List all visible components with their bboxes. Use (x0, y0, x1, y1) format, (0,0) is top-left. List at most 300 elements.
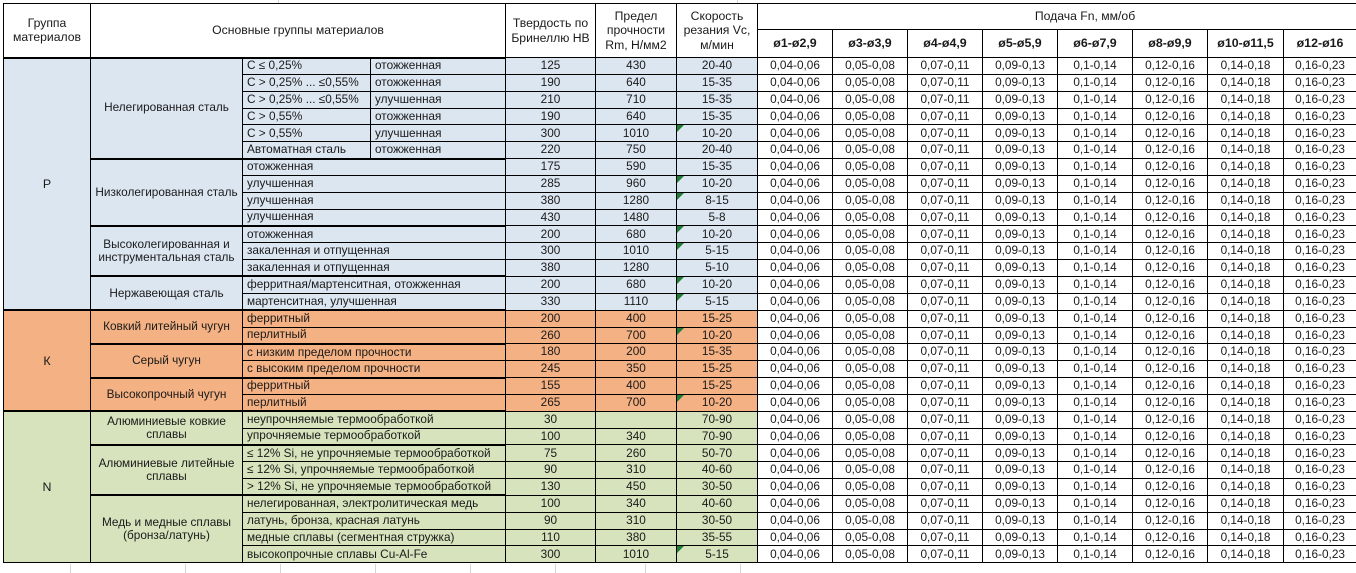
feed-value: 0,14-0,18 (1208, 445, 1284, 462)
feed-value: 0,04-0,06 (758, 175, 833, 192)
feed-value: 0,09-0,13 (983, 159, 1058, 176)
material-state: нелегированная, электролитическая медь (243, 495, 506, 512)
feed-value: 0,09-0,13 (983, 394, 1058, 411)
feed-value: 0,1-0,14 (1058, 327, 1133, 344)
feed-value: 0,16-0,23 (1284, 142, 1356, 159)
feed-value: 0,09-0,13 (983, 462, 1058, 479)
header-strength-rm: Предел прочности Rm, Н/мм2 (596, 4, 677, 58)
feed-value: 0,12-0,16 (1133, 361, 1208, 378)
feed-value: 0,04-0,06 (758, 361, 833, 378)
feed-value: 0,16-0,23 (1284, 276, 1356, 293)
hardness-hb-value: 75 (506, 445, 596, 462)
feed-value: 0,1-0,14 (1058, 462, 1133, 479)
cutting-speed-vc-value: 15-35 (677, 74, 758, 91)
strength-rm-value: 680 (596, 276, 677, 293)
table-body (4, 58, 1356, 563)
feed-value: 0,14-0,18 (1208, 260, 1284, 277)
cutting-speed-vc-value: 10-20 (677, 175, 758, 192)
feed-value: 0,09-0,13 (983, 293, 1058, 310)
feed-value: 0,05-0,08 (833, 159, 908, 176)
feed-value: 0,07-0,11 (908, 378, 983, 395)
feed-value: 0,1-0,14 (1058, 479, 1133, 496)
feed-value: 0,09-0,13 (983, 428, 1058, 445)
feed-value: 0,12-0,16 (1133, 125, 1208, 142)
sheet-gridline (555, 564, 556, 573)
feed-value: 0,1-0,14 (1058, 344, 1133, 361)
feed-value: 0,14-0,18 (1208, 310, 1284, 327)
material-composition: C > 0,55% (243, 125, 371, 142)
feed-value: 0,07-0,11 (908, 462, 983, 479)
feed-value: 0,12-0,16 (1133, 226, 1208, 243)
feed-value: 0,1-0,14 (1058, 310, 1133, 327)
hardness-hb-value: 285 (506, 175, 596, 192)
material-composition: C > 0,55% (243, 108, 371, 125)
feed-value: 0,12-0,16 (1133, 512, 1208, 529)
feed-value: 0,12-0,16 (1133, 108, 1208, 125)
feed-value: 0,04-0,06 (758, 512, 833, 529)
table-row (4, 310, 1356, 327)
feed-value: 0,05-0,08 (833, 142, 908, 159)
material-state: отожженная (371, 58, 506, 75)
feed-value: 0,04-0,06 (758, 108, 833, 125)
cell-error-indicator-icon (677, 328, 684, 335)
strength-rm-value: 200 (596, 344, 677, 361)
feed-value: 0,1-0,14 (1058, 226, 1133, 243)
feed-value: 0,14-0,18 (1208, 58, 1284, 75)
feed-value: 0,05-0,08 (833, 394, 908, 411)
strength-rm-value: 750 (596, 142, 677, 159)
hardness-hb-value: 190 (506, 108, 596, 125)
feed-value: 0,16-0,23 (1284, 243, 1356, 260)
feed-value: 0,16-0,23 (1284, 394, 1356, 411)
feed-value: 0,16-0,23 (1284, 310, 1356, 327)
feed-value: 0,07-0,11 (908, 175, 983, 192)
material-group-name: Алюминиевые ковкие сплавы (91, 411, 243, 445)
feed-value: 0,04-0,06 (758, 209, 833, 226)
feed-value: 0,07-0,11 (908, 192, 983, 209)
header-diameter-range: ø12-ø16 (1284, 30, 1356, 58)
table-row (4, 276, 1356, 293)
strength-rm-value: 710 (596, 91, 677, 108)
material-state: отожженная (243, 226, 506, 243)
feed-value: 0,16-0,23 (1284, 108, 1356, 125)
feed-value: 0,1-0,14 (1058, 125, 1133, 142)
material-state: перлитный (243, 327, 506, 344)
feed-value: 0,09-0,13 (983, 361, 1058, 378)
header-diameter-range: ø4-ø4,9 (908, 30, 983, 58)
group-letter: P (4, 58, 91, 311)
feed-value: 0,07-0,11 (908, 209, 983, 226)
feed-value: 0,14-0,18 (1208, 495, 1284, 512)
feed-value: 0,16-0,23 (1284, 378, 1356, 395)
feed-value: 0,09-0,13 (983, 495, 1058, 512)
table-row (4, 58, 1356, 75)
feed-value: 0,1-0,14 (1058, 361, 1133, 378)
feed-value: 0,14-0,18 (1208, 125, 1284, 142)
material-state: улучшенная (243, 209, 506, 226)
feed-value: 0,12-0,16 (1133, 293, 1208, 310)
feed-value: 0,05-0,08 (833, 495, 908, 512)
material-composition: Автоматная сталь (243, 142, 371, 159)
feed-value: 0,05-0,08 (833, 108, 908, 125)
feed-value: 0,09-0,13 (983, 243, 1058, 260)
material-state: ферритный (243, 310, 506, 327)
feed-value: 0,12-0,16 (1133, 546, 1208, 563)
hardness-hb-value: 30 (506, 411, 596, 428)
material-state: отожженная (371, 74, 506, 91)
strength-rm-value: 1280 (596, 192, 677, 209)
feed-value: 0,1-0,14 (1058, 529, 1133, 546)
feed-value: 0,09-0,13 (983, 58, 1058, 75)
hardness-hb-value: 245 (506, 361, 596, 378)
material-state: перлитный (243, 394, 506, 411)
hardness-hb-value: 265 (506, 394, 596, 411)
feed-value: 0,05-0,08 (833, 512, 908, 529)
feed-value: 0,05-0,08 (833, 58, 908, 75)
feed-value: 0,16-0,23 (1284, 74, 1356, 91)
material-state: улучшенная (243, 192, 506, 209)
feed-value: 0,12-0,16 (1133, 378, 1208, 395)
feed-value: 0,04-0,06 (758, 91, 833, 108)
feed-value: 0,05-0,08 (833, 327, 908, 344)
feed-value: 0,1-0,14 (1058, 209, 1133, 226)
feed-value: 0,14-0,18 (1208, 293, 1284, 310)
material-composition: C > 0,25% ... ≤0,55% (243, 74, 371, 91)
cutting-speed-vc-value: 15-35 (677, 344, 758, 361)
cutting-speed-vc-value: 15-25 (677, 361, 758, 378)
cell-error-indicator-icon (677, 125, 684, 132)
strength-rm-value: 680 (596, 226, 677, 243)
feed-value: 0,04-0,06 (758, 310, 833, 327)
feed-value: 0,12-0,16 (1133, 91, 1208, 108)
feed-value: 0,04-0,06 (758, 411, 833, 428)
feed-value: 0,04-0,06 (758, 192, 833, 209)
feed-value: 0,05-0,08 (833, 428, 908, 445)
feed-value: 0,05-0,08 (833, 260, 908, 277)
feed-value: 0,07-0,11 (908, 276, 983, 293)
feed-value: 0,07-0,11 (908, 159, 983, 176)
feed-value: 0,09-0,13 (983, 226, 1058, 243)
feed-value: 0,04-0,06 (758, 243, 833, 260)
header-hardness-hb: Твердость по Бринеллю HB (506, 4, 596, 58)
feed-value: 0,16-0,23 (1284, 226, 1356, 243)
feed-value: 0,1-0,14 (1058, 495, 1133, 512)
feed-value: 0,16-0,23 (1284, 361, 1356, 378)
feed-value: 0,07-0,11 (908, 546, 983, 563)
material-state: с низким пределом прочности (243, 344, 506, 361)
hardness-hb-value: 220 (506, 142, 596, 159)
header-feed-title: Подача Fn, мм/об (758, 4, 1356, 30)
feed-value: 0,07-0,11 (908, 108, 983, 125)
feed-value: 0,12-0,16 (1133, 445, 1208, 462)
feed-value: 0,16-0,23 (1284, 344, 1356, 361)
feed-value: 0,16-0,23 (1284, 495, 1356, 512)
cell-error-indicator-icon (677, 226, 684, 233)
feed-value: 0,09-0,13 (983, 546, 1058, 563)
feed-value: 0,09-0,13 (983, 91, 1058, 108)
feed-value: 0,04-0,06 (758, 479, 833, 496)
feed-value: 0,09-0,13 (983, 74, 1058, 91)
material-group-name: Высокопрочный чугун (91, 378, 243, 412)
group-letter: N (4, 411, 91, 563)
feed-value: 0,05-0,08 (833, 445, 908, 462)
cutting-speed-vc-value: 30-50 (677, 512, 758, 529)
cutting-speed-vc-value: 5-8 (677, 209, 758, 226)
feed-value: 0,09-0,13 (983, 192, 1058, 209)
cutting-speed-vc-value: 5-10 (677, 260, 758, 277)
header-diameter-range: ø5-ø5,9 (983, 30, 1058, 58)
table-header (4, 4, 1356, 58)
strength-rm-value: 350 (596, 361, 677, 378)
feed-value: 0,09-0,13 (983, 512, 1058, 529)
feed-value: 0,05-0,08 (833, 74, 908, 91)
material-state: > 12% Si, не упрочняемые термообработкой (243, 479, 506, 496)
strength-rm-value: 700 (596, 394, 677, 411)
sheet-gridline (280, 564, 281, 573)
cell-error-indicator-icon (677, 294, 684, 301)
feed-value: 0,07-0,11 (908, 327, 983, 344)
header-row-top (4, 4, 1356, 30)
feed-value: 0,09-0,13 (983, 344, 1058, 361)
strength-rm-value: 400 (596, 310, 677, 327)
table-row (4, 378, 1356, 395)
strength-rm-value: 590 (596, 159, 677, 176)
sheet-gridline (740, 564, 741, 573)
hardness-hb-value: 155 (506, 378, 596, 395)
feed-value: 0,04-0,06 (758, 394, 833, 411)
material-state: упрочняемые термообработкой (243, 428, 506, 445)
header-diameter-range: ø10-ø11,5 (1208, 30, 1284, 58)
material-state: с высоким пределом прочности (243, 361, 506, 378)
feed-value: 0,05-0,08 (833, 276, 908, 293)
feed-value: 0,12-0,16 (1133, 159, 1208, 176)
feed-value: 0,1-0,14 (1058, 428, 1133, 445)
feed-value: 0,16-0,23 (1284, 529, 1356, 546)
feed-value: 0,05-0,08 (833, 209, 908, 226)
sheet-gridline (185, 564, 186, 573)
feed-value: 0,05-0,08 (833, 462, 908, 479)
feed-value: 0,05-0,08 (833, 175, 908, 192)
feed-value: 0,14-0,18 (1208, 108, 1284, 125)
cutting-speed-vc-value: 20-40 (677, 58, 758, 75)
feed-value: 0,1-0,14 (1058, 411, 1133, 428)
feed-value: 0,04-0,06 (758, 142, 833, 159)
feed-value: 0,07-0,11 (908, 479, 983, 496)
feed-value: 0,09-0,13 (983, 445, 1058, 462)
strength-rm-value: 310 (596, 512, 677, 529)
feed-value: 0,1-0,14 (1058, 74, 1133, 91)
strength-rm-value: 340 (596, 428, 677, 445)
feed-value: 0,07-0,11 (908, 495, 983, 512)
cell-error-indicator-icon (677, 193, 684, 200)
hardness-hb-value: 200 (506, 226, 596, 243)
cutting-speed-vc-value: 20-40 (677, 142, 758, 159)
feed-value: 0,14-0,18 (1208, 361, 1284, 378)
feed-value: 0,07-0,11 (908, 260, 983, 277)
feed-value: 0,14-0,18 (1208, 192, 1284, 209)
feed-value: 0,16-0,23 (1284, 192, 1356, 209)
material-composition: C > 0,25% ... ≤0,55% (243, 91, 371, 108)
feed-value: 0,16-0,23 (1284, 209, 1356, 226)
hardness-hb-value: 190 (506, 74, 596, 91)
sheet-gridline (70, 564, 71, 573)
feed-value: 0,1-0,14 (1058, 378, 1133, 395)
material-state: ≤ 12% Si, не упрочняемые термообработкой (243, 445, 506, 462)
feed-value: 0,14-0,18 (1208, 512, 1284, 529)
material-state: отожженная (371, 142, 506, 159)
feed-value: 0,12-0,16 (1133, 260, 1208, 277)
material-group-name: Нержавеющая сталь (91, 276, 243, 310)
feed-value: 0,07-0,11 (908, 125, 983, 142)
feed-value: 0,16-0,23 (1284, 512, 1356, 529)
feed-value: 0,05-0,08 (833, 546, 908, 563)
feed-value: 0,14-0,18 (1208, 142, 1284, 159)
feed-value: 0,14-0,18 (1208, 428, 1284, 445)
cutting-speed-vc-value: 30-50 (677, 479, 758, 496)
feed-value: 0,16-0,23 (1284, 260, 1356, 277)
feed-value: 0,14-0,18 (1208, 462, 1284, 479)
cutting-speed-vc-value: 10-20 (677, 394, 758, 411)
hardness-hb-value: 210 (506, 91, 596, 108)
strength-rm-value: 400 (596, 378, 677, 395)
cutting-speed-vc-value: 15-25 (677, 378, 758, 395)
material-group-name: Низколегированная сталь (91, 159, 243, 226)
feed-value: 0,09-0,13 (983, 209, 1058, 226)
feed-value: 0,07-0,11 (908, 74, 983, 91)
strength-rm-value: 1110 (596, 293, 677, 310)
feed-value: 0,04-0,06 (758, 74, 833, 91)
materials-cutting-table (3, 3, 1356, 563)
material-group-name: Нелегированная сталь (91, 58, 243, 159)
cell-error-indicator-icon (677, 395, 684, 402)
feed-value: 0,05-0,08 (833, 226, 908, 243)
hardness-hb-value: 100 (506, 495, 596, 512)
feed-value: 0,1-0,14 (1058, 142, 1133, 159)
feed-value: 0,04-0,06 (758, 546, 833, 563)
strength-rm-value: 1010 (596, 125, 677, 142)
hardness-hb-value: 380 (506, 260, 596, 277)
hardness-hb-value: 300 (506, 243, 596, 260)
feed-value: 0,09-0,13 (983, 327, 1058, 344)
feed-value: 0,1-0,14 (1058, 293, 1133, 310)
material-group-name: Медь и медные сплавы (бронза/латунь) (91, 495, 243, 562)
feed-value: 0,09-0,13 (983, 276, 1058, 293)
hardness-hb-value: 300 (506, 125, 596, 142)
header-diameter-range: ø6-ø7,9 (1058, 30, 1133, 58)
cutting-speed-vc-value: 40-60 (677, 462, 758, 479)
feed-value: 0,14-0,18 (1208, 529, 1284, 546)
strength-rm-value (596, 411, 677, 428)
strength-rm-value: 1010 (596, 546, 677, 563)
table-row (4, 495, 1356, 512)
material-state: высокопрочные сплавы Cu-Al-Fe (243, 546, 506, 563)
feed-value: 0,16-0,23 (1284, 91, 1356, 108)
cutting-speed-vc-value: 10-20 (677, 226, 758, 243)
cutting-speed-vc-value: 10-20 (677, 327, 758, 344)
feed-value: 0,05-0,08 (833, 529, 908, 546)
hardness-hb-value: 380 (506, 192, 596, 209)
feed-value: 0,14-0,18 (1208, 159, 1284, 176)
feed-value: 0,1-0,14 (1058, 394, 1133, 411)
feed-value: 0,1-0,14 (1058, 108, 1133, 125)
header-material-group: Группа материалов (4, 4, 91, 58)
cell-error-indicator-icon (677, 546, 684, 553)
feed-value: 0,16-0,23 (1284, 462, 1356, 479)
cutting-speed-vc-value: 15-35 (677, 159, 758, 176)
header-diameter-range: ø8-ø9,9 (1133, 30, 1208, 58)
material-group-name: Алюминиевые литейные сплавы (91, 445, 243, 496)
sheet-gridline (645, 564, 646, 573)
header-diameter-range: ø3-ø3,9 (833, 30, 908, 58)
feed-value: 0,12-0,16 (1133, 142, 1208, 159)
material-state: закаленная и отпущенная (243, 260, 506, 277)
material-state: улучшенная (371, 125, 506, 142)
table-row (4, 411, 1356, 428)
hardness-hb-value: 180 (506, 344, 596, 361)
feed-value: 0,12-0,16 (1133, 175, 1208, 192)
feed-value: 0,14-0,18 (1208, 226, 1284, 243)
cutting-speed-vc-value: 50-70 (677, 445, 758, 462)
strength-rm-value: 450 (596, 479, 677, 496)
feed-value: 0,12-0,16 (1133, 411, 1208, 428)
feed-value: 0,1-0,14 (1058, 243, 1133, 260)
hardness-hb-value: 125 (506, 58, 596, 75)
feed-value: 0,05-0,08 (833, 479, 908, 496)
feed-value: 0,1-0,14 (1058, 445, 1133, 462)
feed-value: 0,14-0,18 (1208, 479, 1284, 496)
feed-value: 0,04-0,06 (758, 495, 833, 512)
feed-value: 0,14-0,18 (1208, 327, 1284, 344)
strength-rm-value: 640 (596, 74, 677, 91)
material-state: медные сплавы (сегментная стружка) (243, 529, 506, 546)
cutting-speed-vc-value: 35-55 (677, 529, 758, 546)
strength-rm-value: 260 (596, 445, 677, 462)
feed-value: 0,14-0,18 (1208, 209, 1284, 226)
feed-value: 0,07-0,11 (908, 58, 983, 75)
feed-value: 0,16-0,23 (1284, 479, 1356, 496)
cutting-speed-vc-value: 15-35 (677, 91, 758, 108)
sheet-gridline (375, 564, 376, 573)
feed-value: 0,07-0,11 (908, 361, 983, 378)
hardness-hb-value: 110 (506, 529, 596, 546)
hardness-hb-value: 100 (506, 428, 596, 445)
table-row (4, 445, 1356, 462)
feed-value: 0,07-0,11 (908, 142, 983, 159)
feed-value: 0,16-0,23 (1284, 159, 1356, 176)
header-cutting-speed-vc: Скорость резания Vc, м/мин (677, 4, 758, 58)
material-state: ферритная/мартенситная, отожженная (243, 276, 506, 293)
feed-value: 0,16-0,23 (1284, 327, 1356, 344)
cutting-speed-vc-value: 40-60 (677, 495, 758, 512)
header-main-groups: Основные группы материалов (91, 4, 506, 58)
feed-value: 0,1-0,14 (1058, 91, 1133, 108)
feed-value: 0,1-0,14 (1058, 512, 1133, 529)
feed-value: 0,1-0,14 (1058, 159, 1133, 176)
feed-value: 0,16-0,23 (1284, 125, 1356, 142)
material-state: улучшенная (243, 175, 506, 192)
feed-value: 0,1-0,14 (1058, 546, 1133, 563)
strength-rm-value: 340 (596, 495, 677, 512)
feed-value: 0,07-0,11 (908, 445, 983, 462)
feed-value: 0,04-0,06 (758, 445, 833, 462)
feed-value: 0,14-0,18 (1208, 394, 1284, 411)
feed-value: 0,16-0,23 (1284, 428, 1356, 445)
feed-value: 0,04-0,06 (758, 428, 833, 445)
feed-value: 0,04-0,06 (758, 276, 833, 293)
material-state: мартенситная, улучшенная (243, 293, 506, 310)
feed-value: 0,09-0,13 (983, 479, 1058, 496)
table-row (4, 344, 1356, 361)
